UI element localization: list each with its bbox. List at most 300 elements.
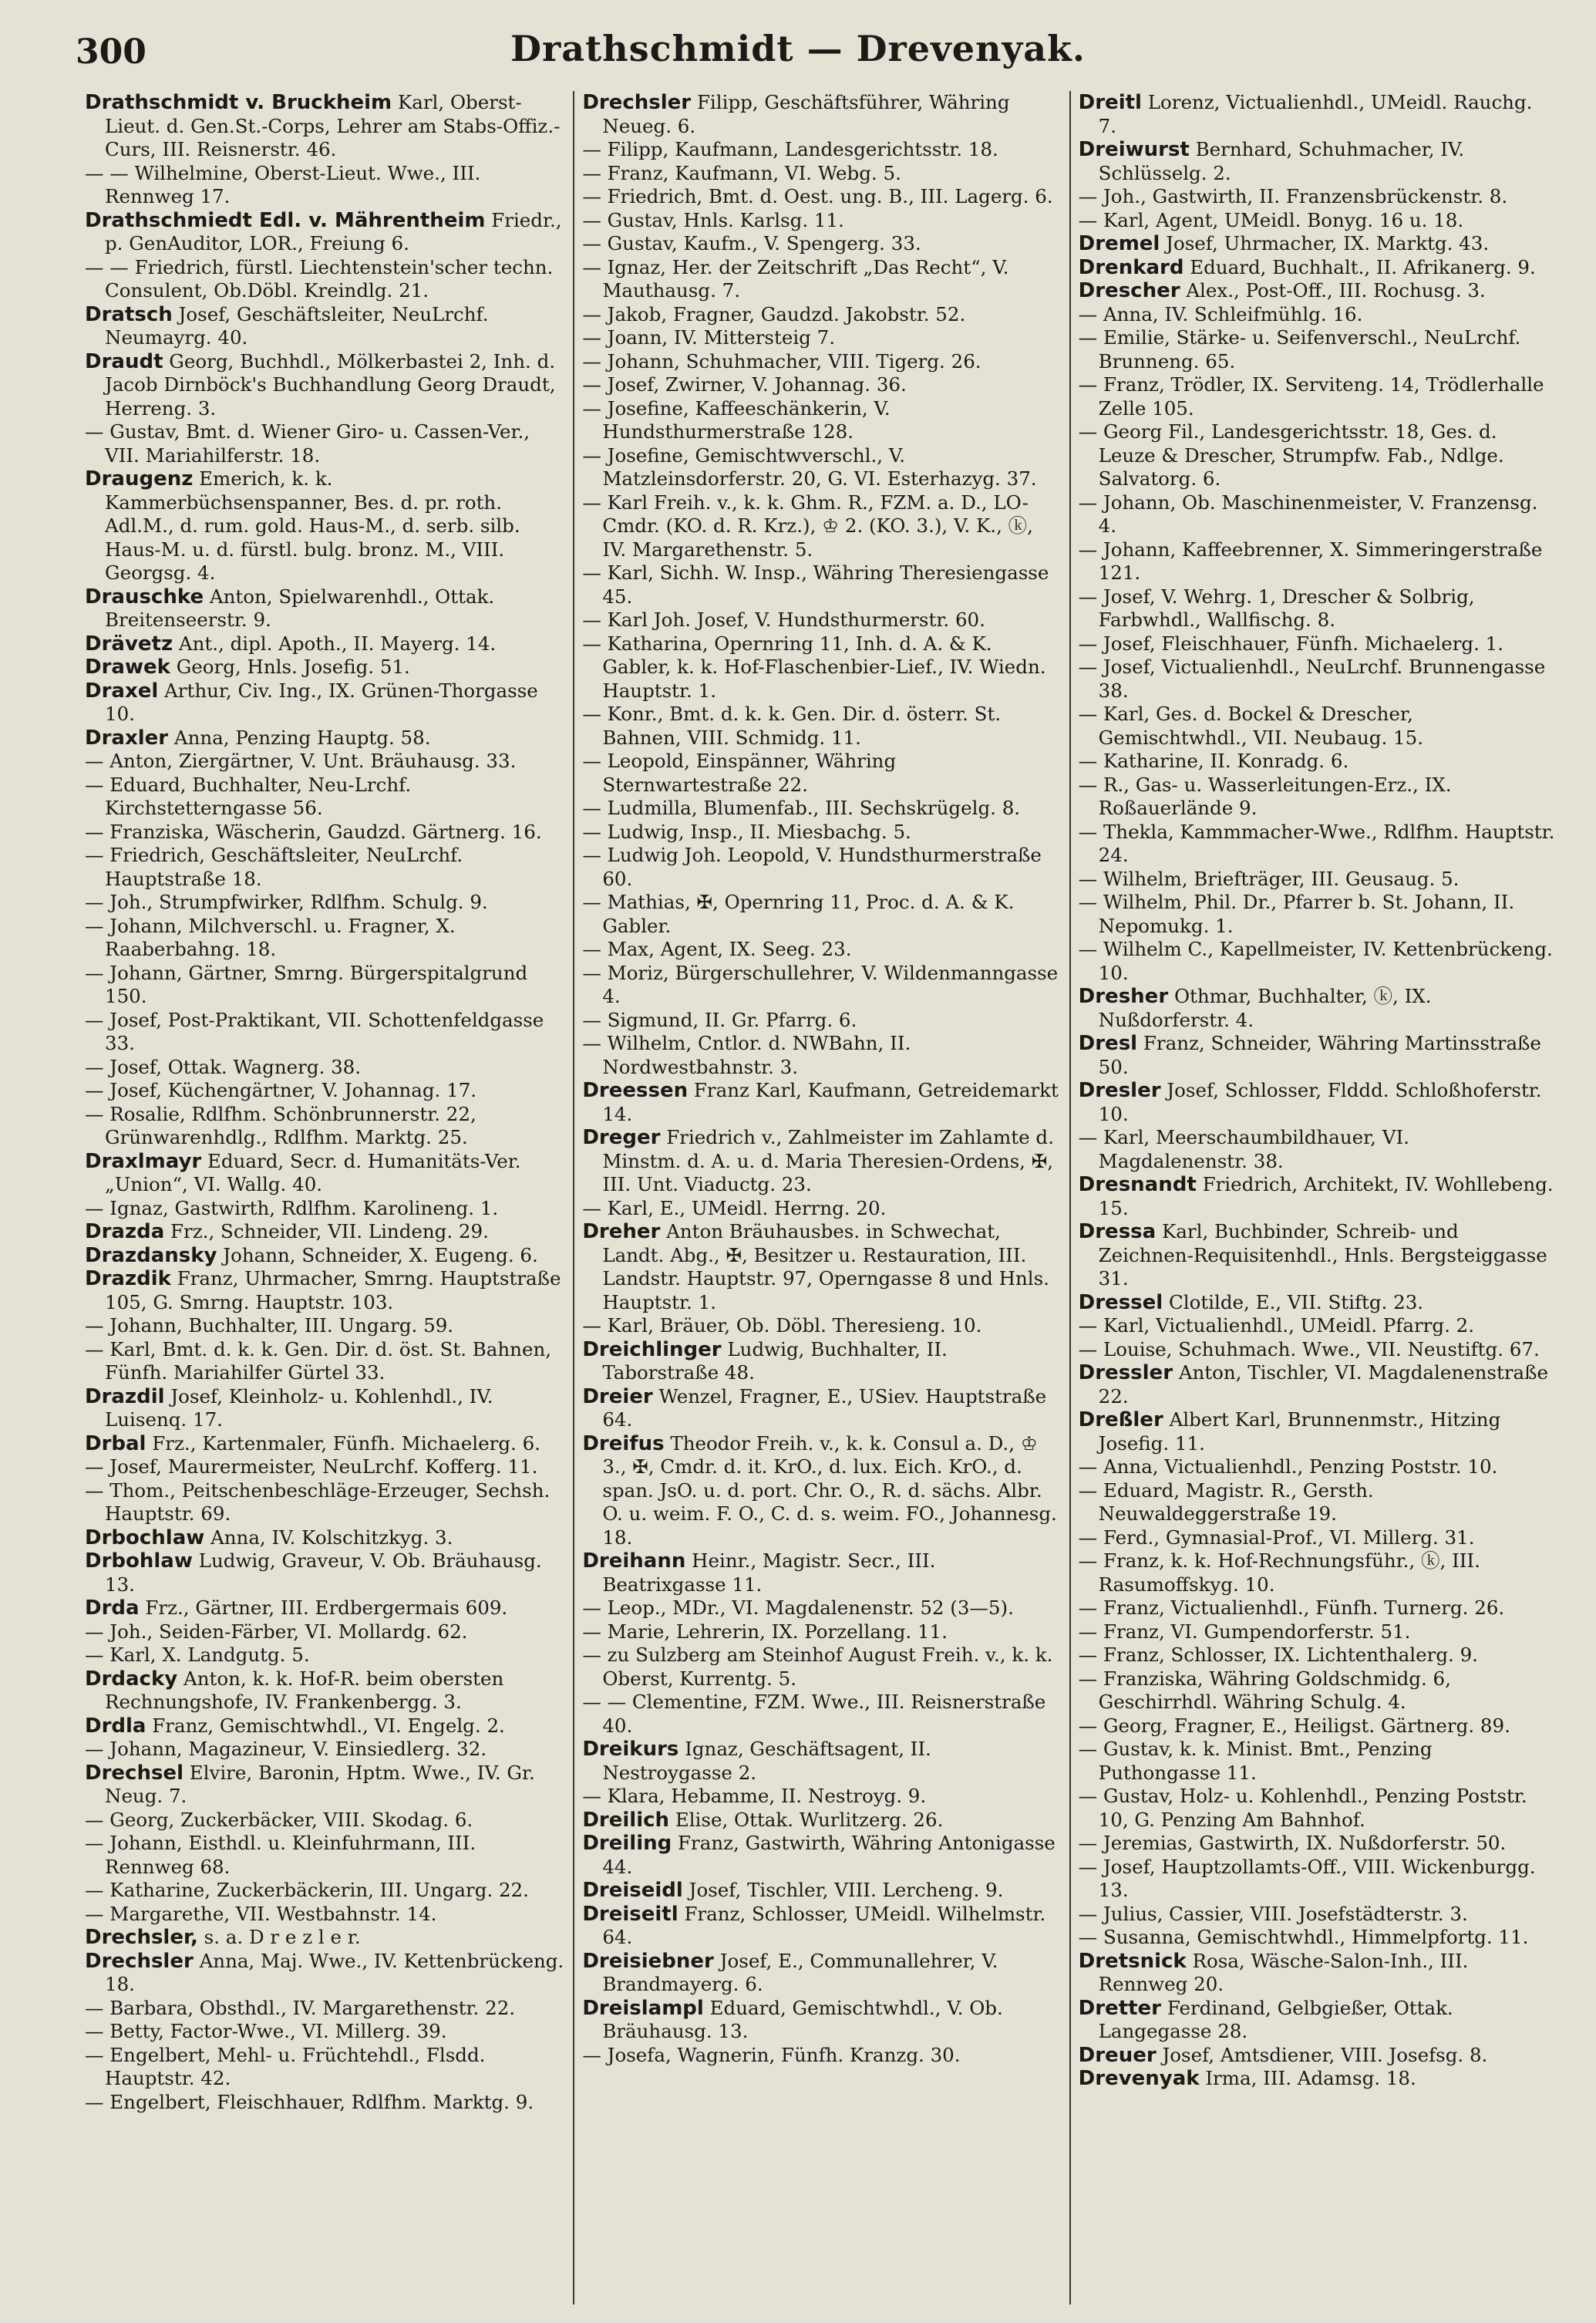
entry-details: — Eduard, Buchhalter, Neu-Lrchf. Kirchstetterngasse 56. (85, 773, 412, 819)
directory-entry (1079, 750, 1556, 774)
entry-details: — Anna, Victualienhdl., Penzing Poststr. 10. (1078, 1455, 1498, 1478)
entry-details: — Karl, Sichh. W. Insp., Währing Theresiengasse 45. (582, 561, 1049, 608)
entry-details: — Wilhelm, Cntlor. d. NWBahn, II. Nordwestbahnstr. 3. (582, 1032, 911, 1078)
directory-entry (85, 1926, 564, 1950)
entry-details: — Ludwig Joh. Leopold, V. Hundsthurmerstraße 60. (582, 844, 1042, 890)
directory-entry (582, 938, 1059, 962)
directory-entry (85, 1879, 564, 1903)
directory-entry (1079, 91, 1556, 138)
entry-details: Heinr., Magistr. Secr., III. Beatrixgasse 11. (602, 1549, 936, 1596)
entry-surname: Drevenyak (1078, 2067, 1200, 2090)
entry-details: Ignaz, Geschäftsagent, II. Nestroygasse 2. (602, 1738, 931, 1784)
entry-details: — Thom., Peitschenbeschläge-Erzeuger, Sechsh. Hauptstr. 69. (85, 1478, 551, 1525)
directory-entry (582, 444, 1059, 491)
directory-entry (1079, 1479, 1556, 1526)
directory-entry (85, 1220, 564, 1244)
directory-entry (85, 162, 564, 209)
directory-entry (1079, 232, 1556, 256)
page-header (0, 28, 1596, 82)
entry-details: — Josef, Zwirner, V. Johannag. 36. (582, 373, 907, 396)
entry-surname: Drauschke (85, 585, 204, 609)
directory-entry (582, 1314, 1059, 1338)
entry-surname: Dreitl (1078, 91, 1142, 114)
entry-details: — Margarethe, VII. Westbahnstr. 14. (85, 1902, 437, 1925)
directory-entry (85, 891, 564, 915)
directory-entry (85, 1056, 564, 1080)
entry-details: — Josef, V. Wehrg. 1, Drescher & Solbrig, Farbwhdl., Wallfischg. 8. (1078, 585, 1475, 631)
entry-details: — Josef, Hauptzollamts-Off., VIII. Wickenburgg. 13. (1078, 1855, 1536, 1901)
directory-entry (582, 561, 1059, 609)
directory-entry (85, 1079, 564, 1103)
directory-entry (582, 2044, 1059, 2068)
entry-details: — — Friedrich, fürstl. Liechtenstein'scher techn. Consulent, Ob.Döbl. Kreindlg. 21. (85, 255, 554, 302)
entry-details: — Johann, Kaffeebrenner, X. Simmeringerstraße 121. (1078, 538, 1543, 584)
entry-surname: Dreisiebner (582, 1949, 714, 1973)
directory-entry (582, 1903, 1059, 1950)
entry-details: Josef, Kleinholz- u. Kohlenhdl., IV. Luisenq. 17. (105, 1384, 493, 1431)
entry-surname: Drazdil (85, 1384, 165, 1408)
entry-details: — Max, Agent, IX. Seeg. 23. (582, 938, 852, 960)
entry-details: — Josef, Ottak. Wagnerg. 38. (85, 1055, 362, 1078)
entry-details: Karl, Oberst-Lieut. d. Gen.St.-Corps, Lehrer am Stabs-Offiz.-Curs, III. Reisnerstr. 46. (105, 91, 561, 160)
entry-details: — Ignaz, Her. der Zeitschrift „Das Recht“, V. Mauthausg. 7. (582, 255, 1009, 302)
entry-details: — Johann, Milchverschl. u. Fragner, X. Raaberbahng. 18. (85, 914, 456, 960)
directory-entry (1079, 1926, 1556, 1950)
directory-entry (582, 1079, 1059, 1126)
entry-details: — Joh., Gastwirth, II. Franzensbrückenstr. 8. (1078, 185, 1508, 207)
entry-surname: Dresl (1078, 1032, 1138, 1055)
directory-entry (1079, 868, 1556, 892)
entry-details: — Ludwig, Insp., II. Miesbachg. 5. (582, 820, 911, 843)
entry-details: — Franz, Victualienhdl., Fünfh. Turnerg. 26. (1078, 1596, 1505, 1619)
entry-details: — Sigmund, II. Gr. Pfarrg. 6. (582, 1008, 857, 1031)
entry-details: — Gustav, Holz- u. Kohlenhdl., Penzing Poststr. 10, G. Penzing Am Bahnhof. (1078, 1785, 1527, 1831)
entry-details: Josef, E., Communallehrer, V. Brandmayerg. 6. (602, 1949, 998, 1995)
entry-details: Johann, Schneider, X. Eugeng. 6. (223, 1243, 538, 1266)
entry-details: — Klara, Hebamme, II. Nestroyg. 9. (582, 1785, 927, 1807)
entry-details: Alex., Post-Off., III. Rochusg. 3. (1186, 279, 1486, 302)
entry-details: Ferdinand, Gelbgießer, Ottak. Langegasse 28. (1098, 1996, 1453, 2042)
entry-details: Eduard, Gemischtwhdl., V. Ob. Bräuhausg. 13. (602, 1996, 1003, 2042)
entry-details: — Johann, Magazineur, V. Einsiedlerg. 32. (85, 1738, 487, 1760)
entry-details: — Mathias, ✠, Opernring 11, Proc. d. A. & K. Gabler. (582, 891, 1015, 937)
entry-details: — Karl, Bmt. d. k. k. Gen. Dir. d. öst. St. Bahnen, Fünfh. Mariahilfer Gürtel 33. (85, 1337, 552, 1384)
entry-details: Othmar, Buchhalter, ⓚ, IX. Nußdorferstr. 4. (1098, 985, 1432, 1031)
directory-entry (582, 1126, 1059, 1197)
entry-details: — Filipp, Kaufmann, Landesgerichtsstr. 18. (582, 138, 998, 160)
entry-details: — Gustav, Kaufm., V. Spengerg. 33. (582, 232, 921, 255)
entry-details: — Konr., Bmt. d. k. k. Gen. Dir. d. österr. St. Bahnen, VIII. Schmidg. 11. (582, 703, 1002, 749)
entry-details: Franz, Schlosser, UMeidl. Wilhelmstr. 64. (602, 1902, 1046, 1948)
entry-surname: Dreihann (582, 1549, 686, 1573)
entry-details: — — Clementine, FZM. Wwe., III. Reisnerstraße 40. (582, 1691, 1046, 1737)
entry-surname: Draudt (85, 349, 163, 373)
entry-surname: Dreier (582, 1384, 653, 1408)
entry-details: — Franz, Trödler, IX. Serviteng. 14, Trödlerhalle Zelle 105. (1078, 373, 1544, 420)
entry-details: — Louise, Schuhmach. Wwe., VII. Neustiftg. 67. (1078, 1337, 1540, 1360)
directory-entry (582, 1809, 1059, 1832)
entry-surname: Dreiling (582, 1832, 672, 1855)
entry-details: — Barbara, Obsthdl., IV. Margarethenstr. 22. (85, 1996, 516, 2019)
entry-surname: Draxel (85, 679, 159, 703)
entry-surname: Dresnandt (1078, 1173, 1197, 1196)
entry-details: — Josef, Victualienhdl., NeuLrchf. Brunnengasse 38. (1078, 656, 1546, 702)
entry-details: — Susanna, Gemischtwhdl., Himmelpfortg. 11. (1078, 1926, 1529, 1948)
entry-details: — Georg Fil., Landesgerichtsstr. 18, Ges. d. Leuze & Drescher, Strumpfw. Fab., Ndlge. Salvatorg. 6. (1078, 420, 1504, 490)
entry-details: Josef, Uhrmacher, IX. Marktg. 43. (1166, 232, 1490, 255)
directory-entry (85, 1385, 564, 1432)
directory-entry (85, 1197, 564, 1221)
entry-surname: Drbal (85, 1431, 146, 1455)
directory-entry (85, 1596, 564, 1620)
directory-entry (1079, 1220, 1556, 1291)
directory-entry (582, 232, 1059, 256)
directory-entry (582, 632, 1059, 703)
directory-entry (85, 656, 564, 679)
directory-entry (1079, 821, 1556, 868)
entry-surname: Dretter (1078, 1996, 1162, 2020)
directory-entry (85, 1267, 564, 1314)
entry-details: — Karl, Ges. d. Bockel & Drescher, Gemischtwhdl., VII. Neubaug. 15. (1078, 703, 1423, 749)
directory-entry (582, 821, 1059, 845)
entry-surname: Dretsnick (1078, 1949, 1187, 1973)
entry-columns (77, 91, 1565, 2304)
directory-entry (85, 2044, 564, 2091)
entry-details: — Gustav, Bmt. d. Wiener Giro- u. Cassen-Ver., VII. Mariahilferstr. 18. (85, 420, 530, 467)
entry-details: — Anna, IV. Schleifmühlg. 16. (1078, 302, 1363, 325)
entry-surname: Drazdansky (85, 1243, 217, 1267)
entry-details: — Joh., Strumpfwirker, Rdlfhm. Schulg. 9. (85, 891, 488, 913)
directory-entry (582, 1009, 1059, 1033)
entry-details: — Katharine, II. Konradg. 6. (1078, 750, 1349, 772)
entry-details: Josef, Amtsdiener, VIII. Josefsg. 8. (1162, 2043, 1488, 2066)
directory-entry (582, 750, 1059, 797)
entry-details: — Ludmilla, Blumenfab., III. Sechskrügelg. 8. (582, 797, 1021, 819)
page-number: 300 (76, 32, 146, 72)
directory-entry (582, 91, 1059, 138)
entry-details: Friedr., p. GenAuditor, LOR., Freiung 6. (105, 208, 562, 255)
directory-entry (582, 891, 1059, 938)
entry-details: — Josef, Maurermeister, NeuLrchf. Kofferg. 11. (85, 1455, 538, 1478)
entry-details: — Karl, Victualienhdl., UMeidl. Pfarrg. 2. (1078, 1314, 1475, 1337)
directory-entry (582, 1032, 1059, 1079)
entry-surname: Drechsler (582, 91, 692, 114)
column-3 (1069, 91, 1565, 2304)
entry-details: — Ferd., Gymnasial-Prof., VI. Millerg. 31. (1078, 1526, 1475, 1549)
directory-entry (1079, 1314, 1556, 1338)
directory-entry (85, 209, 564, 256)
directory-entry (582, 138, 1059, 162)
entry-surname: Dreger (582, 1126, 661, 1149)
entry-details: Anna, Maj. Wwe., IV. Kettenbrückeng. 18. (105, 1949, 564, 1995)
directory-entry (85, 962, 564, 1009)
entry-details: — Josefine, Gemischtwverschl., V. Matzleinsdorferstr. 20, G. VI. Esterhazyg. 37. (582, 443, 1037, 490)
entry-details: Josef, Tischler, VIII. Lercheng. 9. (689, 1879, 1004, 1901)
directory-entry (582, 1832, 1059, 1879)
entry-details: — Josefine, Kaffeeschänkerin, V. Hundsthurmerstraße 128. (582, 396, 891, 443)
entry-surname: Dressler (1078, 1361, 1173, 1384)
entry-details: s. a. D r e z l e r. (204, 1926, 361, 1948)
entry-details: Karl, Buchbinder, Schreib- und Zeichnen-Requisitenhdl., Hnls. Bergsteiggasse 31. (1098, 1220, 1547, 1290)
directory-entry (85, 585, 564, 632)
directory-entry (1079, 1596, 1556, 1620)
entry-details: Franz, Gemischtwhdl., VI. Engelg. 2. (152, 1714, 505, 1737)
directory-entry (1079, 1455, 1556, 1479)
directory-entry (582, 1197, 1059, 1221)
directory-entry (1079, 1997, 1556, 2044)
entry-surname: Dreiwurst (1078, 138, 1190, 161)
entry-details: Filipp, Geschäftsführer, Währing Neueg. 6. (602, 91, 1010, 137)
directory-entry (85, 2091, 564, 2115)
directory-entry (85, 1432, 564, 1456)
entry-details: Ant., dipl. Apoth., II. Mayerg. 14. (178, 632, 497, 655)
directory-entry (1079, 209, 1556, 233)
directory-entry (1079, 538, 1556, 585)
entry-surname: Drda (85, 1596, 140, 1620)
directory-entry (85, 420, 564, 467)
entry-details: — Johann, Gärtner, Smrng. Bürgerspitalgrund 150. (85, 961, 528, 1007)
directory-entry (582, 1738, 1059, 1785)
directory-entry (582, 350, 1059, 374)
directory-entry (582, 1220, 1059, 1314)
entry-details: — R., Gas- u. Wasserleitungen-Erz., IX. Roßauerlände 9. (1078, 773, 1452, 819)
entry-details: Georg, Buchhdl., Mölkerbastei 2, Inh. d. Jacob Dirnböck's Buchhandlung Georg Draudt, Herreng. 3. (105, 349, 556, 420)
entry-details: — Wilhelm, Phil. Dr., Pfarrer b. St. Johann, II. Nepomukg. 1. (1078, 891, 1515, 937)
entry-details: Albert Karl, Brunnenmstr., Hitzing Josefig. 11. (1098, 1408, 1501, 1455)
directory-entry (1079, 326, 1556, 373)
entry-details: — Georg, Fragner, E., Heiligst. Gärtnerg. 89. (1078, 1714, 1510, 1737)
entry-details: Georg, Hnls. Josefig. 51. (176, 656, 410, 678)
entry-details: Frz., Kartenmaler, Fünfh. Michaelerg. 6. (152, 1431, 540, 1455)
directory-entry (1079, 279, 1556, 303)
entry-details: Anna, Penzing Hauptg. 58. (173, 726, 431, 749)
directory-entry (85, 1667, 564, 1714)
directory-entry (1079, 1549, 1556, 1596)
entry-details: — Franziska, Wäscherin, Gaudzd. Gärtnerg. 16. (85, 820, 542, 843)
directory-entry (85, 1009, 564, 1056)
entry-details: — Engelbert, Mehl- u. Früchtehdl., Flsdd. Hauptstr. 42. (85, 2043, 486, 2089)
directory-entry (582, 209, 1059, 233)
entry-details: — Karl, E., UMeidl. Herrng. 20. (582, 1196, 887, 1219)
entry-details: — Franz, Kaufmann, VI. Webg. 5. (582, 161, 901, 184)
directory-entry (582, 1596, 1059, 1620)
directory-entry (85, 1338, 564, 1385)
entry-details: Elise, Ottak. Wurlitzerg. 26. (675, 1808, 944, 1831)
entry-details: — Jakob, Fragner, Gaudzd. Jakobstr. 52. (582, 302, 966, 325)
entry-details: — Leopold, Einspänner, Währing Sternwartestraße 22. (582, 750, 897, 796)
entry-details: — Franz, Schlosser, IX. Lichtenthalerg. 9. (1078, 1644, 1478, 1666)
directory-entry (1079, 891, 1556, 938)
entry-surname: Drdacky (85, 1667, 178, 1691)
entry-surname: Drbohlaw (85, 1549, 193, 1573)
entry-surname: Dratsch (85, 302, 173, 326)
directory-entry (582, 185, 1059, 209)
entry-details: Wenzel, Fragner, E., USiev. Hauptstraße 64. (602, 1384, 1047, 1431)
directory-entry (1079, 1173, 1556, 1220)
directory-entry (1079, 1079, 1556, 1126)
entry-surname: Drechsler (85, 1949, 194, 1973)
entry-details: Franz, Schneider, Währing Martinsstraße 50. (1098, 1032, 1541, 1078)
entry-details: — Engelbert, Fleischhauer, Rdlfhm. Marktg. 9. (85, 2090, 534, 2113)
column-1 (77, 91, 573, 2304)
directory-entry (85, 821, 564, 845)
entry-details: — Karl, X. Landgutg. 5. (85, 1644, 310, 1666)
entry-details: — Thekla, Kammmacher-Wwe., Rdlfhm. Hauptstr. 24. (1078, 820, 1555, 866)
directory-entry (1079, 1291, 1556, 1315)
entry-details: Elvire, Baronin, Hptm. Wwe., IV. Gr. Neug. 7. (105, 1761, 535, 1807)
directory-entry (85, 350, 564, 421)
directory-entry (1079, 1667, 1556, 1714)
entry-surname: Dremel (1078, 232, 1160, 255)
directory-entry (1079, 1032, 1556, 1079)
entry-details: — Georg, Zuckerbäcker, VIII. Skodag. 6. (85, 1808, 473, 1831)
entry-details: — Katharina, Opernring 11, Inh. d. A. & K. Gabler, k. k. Hof-Flaschenbier-Lief., IV. Wiedn. Hauptstr. 1. (582, 632, 1046, 702)
entry-details: Theodor Freih. v., k. k. Consul a. D., ♔ 3., ✠, Cmdr. d. it. KrO., d. lux. Eich. KrO., d. span. JsO. u. d. port. Chr. O., R. d. sächs. Albr. O. u. weim. F. O., C. d. s. weim. FO., Johannesg. 18. (602, 1431, 1057, 1549)
directory-entry (582, 703, 1059, 750)
entry-details: — Joh., Seiden-Färber, VI. Mollardg. 62. (85, 1620, 468, 1643)
entry-surname: Drathschmidt v. Bruckheim (85, 91, 392, 114)
entry-details: Irma, III. Adamsg. 18. (1205, 2067, 1416, 2089)
directory-entry (1079, 1620, 1556, 1644)
directory-entry (1079, 185, 1556, 209)
entry-details: — Rosalie, Rdlfhm. Schönbrunnerstr. 22, Grünwarenhdlg., Rdlfhm. Marktg. 25. (85, 1102, 476, 1148)
directory-entry (85, 1479, 564, 1526)
entry-surname: Dreiseidl (582, 1879, 683, 1902)
entry-details: — Eduard, Magistr. R., Gersth. Neuwaldeggerstraße 19. (1078, 1478, 1374, 1525)
directory-entry (582, 303, 1059, 327)
directory-entry (85, 632, 564, 656)
directory-entry (85, 750, 564, 774)
entry-details: — Karl Freih. v., k. k. Ghm. R., FZM. a. D., LO-Cmdr. (KO. d. R. Krz.), ♔ 2. (KO. 3.), V. K., ⓚ, IV. Margarethenstr. 5. (582, 491, 1033, 561)
directory-entry (1079, 2067, 1556, 2091)
directory-entry (582, 844, 1059, 891)
entry-details: Frz., Schneider, VII. Lindeng. 29. (170, 1220, 489, 1242)
directory-entry (582, 1432, 1059, 1550)
entry-details: — Karl Joh. Josef, V. Hundsthurmerstr. 60. (582, 609, 985, 631)
entry-surname: Draxlmayr (85, 1149, 202, 1173)
entry-surname: Drathschmiedt Edl. v. Mährentheim (85, 208, 486, 232)
directory-entry (85, 1314, 564, 1338)
directory-entry (1079, 1832, 1556, 1856)
directory-entry (582, 373, 1059, 397)
directory-entry (1079, 656, 1556, 703)
entry-surname: Drechsler, (85, 1926, 198, 1949)
entry-details: Frz., Gärtner, III. Erdbergermais 609. (145, 1596, 508, 1619)
entry-details: — Franziska, Währing Goldschmidg. 6, Geschirrhdl. Währing Schulg. 4. (1078, 1667, 1451, 1713)
entry-details: Franz Karl, Kaufmann, Getreidemarkt 14. (602, 1079, 1059, 1125)
directory-entry (582, 1644, 1059, 1691)
entry-surname: Dreuer (1078, 2043, 1157, 2067)
directory-entry (85, 915, 564, 962)
directory-entry (85, 1620, 564, 1644)
directory-entry (582, 1950, 1059, 1997)
entry-surname: Drbochlaw (85, 1526, 205, 1549)
directory-entry (582, 1620, 1059, 1644)
directory-entry (1079, 138, 1556, 185)
directory-entry (1079, 1338, 1556, 1362)
entry-surname: Drescher (1078, 279, 1180, 302)
entry-surname: Drazda (85, 1220, 165, 1243)
entry-surname: Dresher (1078, 985, 1169, 1008)
directory-entry (85, 1103, 564, 1150)
directory-entry (85, 1903, 564, 1927)
directory-entry (85, 1455, 564, 1479)
directory-entry (1079, 303, 1556, 327)
directory-entry (1079, 1126, 1556, 1173)
directory-entry (1079, 1526, 1556, 1550)
directory-entry (1079, 420, 1556, 491)
entry-details: Anton, k. k. Hof-R. beim obersten Rechnungshofe, IV. Frankenbergg. 3. (105, 1667, 504, 1713)
entry-surname: Dressa (1078, 1220, 1157, 1243)
entry-details: — Josef, Post-Praktikant, VII. Schottenfeldgasse 33. (85, 1008, 544, 1054)
entry-surname: Dreher (582, 1220, 661, 1243)
entry-details: Lorenz, Victualienhdl., UMeidl. Rauchg. 7. (1098, 91, 1533, 137)
entry-details: — Emilie, Stärke- u. Seifenverschl., NeuLrchf. Brunneng. 65. (1078, 326, 1521, 373)
entry-surname: Drenkard (1078, 255, 1184, 279)
directory-entry (85, 727, 564, 750)
entry-surname: Drechsel (85, 1761, 184, 1785)
directory-entry (582, 256, 1059, 303)
entry-surname: Draugenz (85, 467, 194, 491)
directory-entry (1079, 1714, 1556, 1738)
directory-entry (1079, 1361, 1556, 1408)
directory-entry (85, 1762, 564, 1809)
entry-surname: Dreessen (582, 1079, 689, 1102)
entry-details: — — Wilhelmine, Oberst-Lieut. Wwe., III. Rennweg 17. (85, 161, 481, 207)
entry-details: — Betty, Factor-Wwe., VI. Millerg. 39. (85, 2020, 447, 2042)
directory-entry (582, 1691, 1059, 1738)
directory-entry (1079, 632, 1556, 656)
entry-surname: Dreichlinger (582, 1337, 722, 1361)
entry-details: — Ignaz, Gastwirth, Rdlfhm. Karolineng. 1. (85, 1196, 499, 1219)
entry-details: Friedrich, Architekt, IV. Wohllebeng. 15. (1098, 1173, 1554, 1219)
directory-entry (85, 1526, 564, 1550)
entry-details: Rosa, Wäsche-Salon-Inh., III. Rennweg 20. (1098, 1949, 1469, 1995)
directory-entry (1079, 1785, 1556, 1832)
entry-surname: Dreislampl (582, 1996, 704, 2020)
entry-surname: Draxler (85, 726, 169, 750)
entry-details: — Joann, IV. Mittersteig 7. (582, 326, 836, 349)
directory-entry (85, 1997, 564, 2021)
directory-entry (1079, 1644, 1556, 1667)
entry-details: Franz, Gastwirth, Währing Antonigasse 44. (602, 1832, 1056, 1878)
entry-surname: Dreikurs (582, 1738, 679, 1761)
directory-entry (1079, 585, 1556, 632)
entry-details: — Johann, Ob. Maschinenmeister, V. Franzensg. 4. (1078, 491, 1538, 537)
directory-entry (1079, 1856, 1556, 1903)
entry-details: — Josef, Küchengärtner, V. Johannag. 17. (85, 1079, 477, 1101)
entry-surname: Dreßler (1078, 1408, 1163, 1431)
entry-details: — Wilhelm, Briefträger, III. Geusaug. 5. (1078, 867, 1460, 890)
entry-details: Anton, Tischler, VI. Magdalenenstraße 22. (1098, 1361, 1549, 1408)
directory-entry (1079, 938, 1556, 985)
directory-entry (85, 2020, 564, 2044)
entry-details: — Josefa, Wagnerin, Fünfh. Kranzg. 30. (582, 2043, 961, 2066)
directory-entry (582, 1385, 1059, 1432)
entry-details: Anton Bräuhausbes. in Schwechat, Landt. Abg., ✠, Besitzer u. Restauration, III. Landstr. Hauptstr. 97, Operngasse 8 und Hnls. Hauptstr. 1. (602, 1220, 1049, 1313)
entry-details: Franz, Uhrmacher, Smrng. Hauptstraße 105, G. Smrng. Hauptstr. 103. (105, 1267, 561, 1313)
directory-entry (1079, 774, 1556, 821)
directory-entry (85, 1738, 564, 1762)
entry-details: Emerich, k. k. Kammerbüchsenspanner, Bes. d. pr. roth. Adl.M., d. rum. gold. Haus-M., d. serb. silb. Haus-M. u. d. fürstl. bulg. bronz. M., VIII. Georgsg. 4. (105, 467, 520, 584)
directory-entry (85, 1832, 564, 1879)
entry-details: Ludwig, Graveur, V. Ob. Bräuhausg. 13. (105, 1549, 542, 1596)
entry-details: — Anton, Ziergärtner, V. Unt. Bräuhausg. 33. (85, 750, 517, 772)
entry-details: — Leop., MDr., VI. Magdalenenstr. 52 (3—5). (582, 1596, 1014, 1619)
directory-entry (85, 1809, 564, 1832)
entry-details: — Moriz, Bürgerschullehrer, V. Wildenmanngasse 4. (582, 961, 1059, 1007)
entry-details: — Katharine, Zuckerbäckerin, III. Ungarg. 22. (85, 1879, 529, 1901)
